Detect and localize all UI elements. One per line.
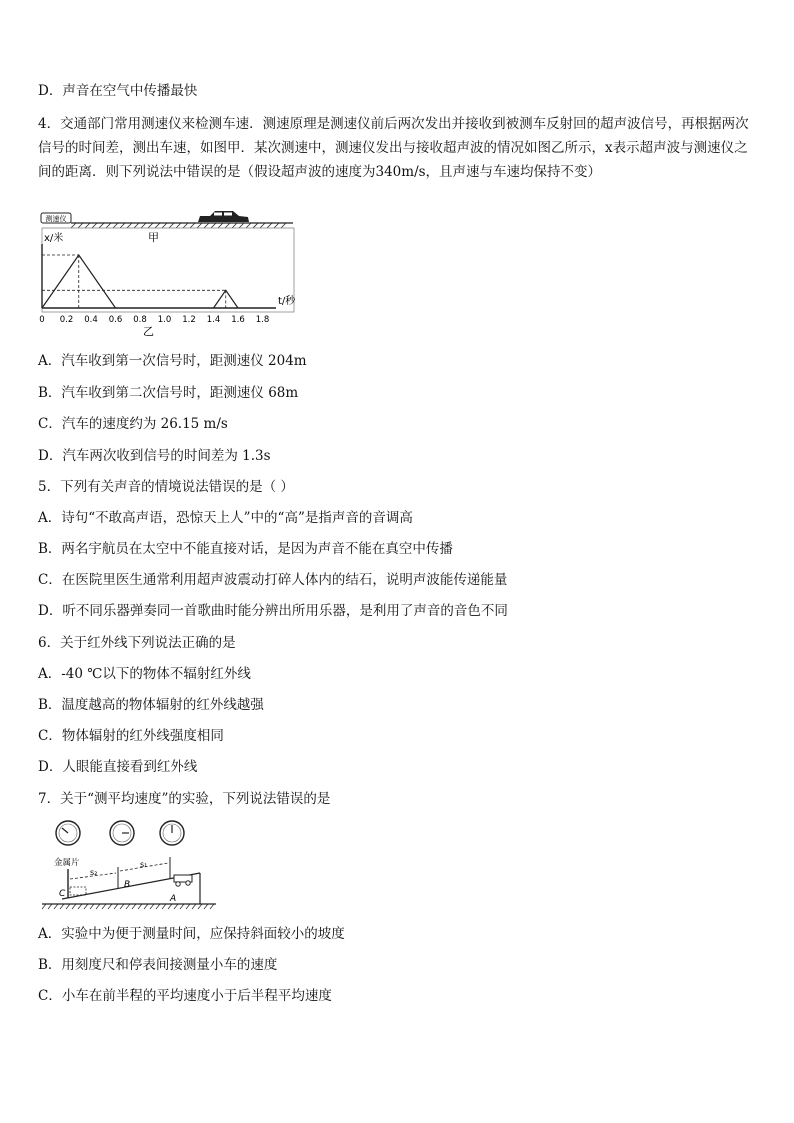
metal-plate-label: 金属片 bbox=[54, 858, 80, 868]
x-tick-label: 1.4 bbox=[206, 315, 221, 325]
q5-option-d: D．听不同乐器弹奏同一首歌曲时能分辨出所用乐器，是利用了声音的音色不同 bbox=[38, 603, 508, 619]
q6-option-b: B．温度越高的物体辐射的红外线越强 bbox=[38, 697, 264, 713]
stopwatch-icon bbox=[160, 821, 184, 845]
x-tick-label: 0 bbox=[39, 315, 45, 325]
q5-option-a: A．诗句“不敢高声语，恐惊天上人”中的“高”是指声音的音调高 bbox=[38, 510, 413, 526]
q5-option-b: B．两名宇航员在太空中不能直接对话，是因为声音不能在真空中传播 bbox=[38, 541, 453, 557]
q7-option-b: B．用刻度尺和停表间接测量小车的速度 bbox=[38, 957, 278, 973]
q6-option-c: C．物体辐射的红外线强度相同 bbox=[38, 728, 224, 744]
q5-stem: 5．下列有关声音的情境说法错误的是（ ） bbox=[38, 479, 294, 495]
x-tick-label: 1.2 bbox=[182, 315, 196, 325]
stopwatch-icon bbox=[56, 821, 80, 845]
q4-option-c: C．汽车的速度约为 26.15 m/s bbox=[38, 416, 228, 432]
y-axis-label: x/米 bbox=[44, 233, 64, 244]
q6-option-a: A．-40 ℃以下的物体不辐射红外线 bbox=[38, 666, 251, 682]
q6-option-d: D．人眼能直接看到红外线 bbox=[38, 759, 198, 775]
q5-option-c: C．在医院里医生通常利用超声波震动打碎人体内的结石，说明声波能传递能量 bbox=[38, 572, 508, 588]
figure-label-jia: 甲 bbox=[148, 231, 159, 244]
x-tick-label: 1.0 bbox=[157, 315, 172, 325]
s2-label: s₂ bbox=[90, 868, 98, 877]
stopwatch-icon bbox=[110, 821, 134, 845]
x-tick-label: 0.2 bbox=[59, 315, 74, 325]
q4-option-a: A．汽车收到第一次信号时，距测速仪 204m bbox=[38, 353, 307, 369]
q4-option-d: D．汽车两次收到信号的时间差为 1.3s bbox=[38, 448, 271, 464]
q6-stem: 6．关于红外线下列说法正确的是 bbox=[38, 635, 236, 651]
speed-gun-label: 测速仪 bbox=[45, 215, 67, 223]
q4-option-b: B．汽车收到第二次信号时，距测速仪 68m bbox=[38, 385, 299, 401]
graph-frame bbox=[42, 228, 294, 312]
s1-label: s₁ bbox=[140, 860, 148, 869]
x-tick-label: 0.6 bbox=[108, 315, 123, 325]
road-hatching bbox=[71, 223, 286, 228]
cart-icon bbox=[174, 875, 192, 886]
x-tick-label: 0.4 bbox=[84, 315, 98, 325]
q4-figure bbox=[38, 208, 300, 340]
q7-figure bbox=[40, 817, 220, 913]
x-tick-label: 1.6 bbox=[231, 315, 245, 325]
x-tick-label: 1.8 bbox=[255, 315, 270, 325]
x-axis-label: t/秒 bbox=[278, 296, 296, 307]
q3-option-d: D．声音在空气中传播最快 bbox=[38, 83, 198, 99]
q7-option-c: C．小车在前半程的平均速度小于后半程平均速度 bbox=[38, 988, 332, 1004]
point-b-label: B bbox=[124, 880, 131, 890]
figure-label-yi: 乙 bbox=[143, 325, 154, 338]
point-a-label: A bbox=[170, 894, 177, 904]
point-c-label: C bbox=[59, 889, 66, 899]
q7-stem: 7．关于“测平均速度”的实验，下列说法错误的是 bbox=[38, 791, 331, 807]
car-icon bbox=[198, 211, 249, 222]
q7-option-a: A．实验中为便于测量时间，应保持斜面较小的坡度 bbox=[38, 926, 345, 942]
cart-dashed-icon bbox=[70, 887, 86, 895]
q4-stem: 4．交通部门常用测速仪来检测车速．测速原理是测速仪前后两次发出并接收到被测车反射回的超声波信号，再根据两次信号的时间差，测出车速，如图甲．某次测速中，测速仪发出与接收超声波的情况如图乙所示，x表示超声波与测速仪之间的距离．则下列说法中错误的是（假设超声波的速度为340m/s，且声速与车速均保持不变） bbox=[38, 116, 749, 180]
x-tick-label: 0.8 bbox=[133, 315, 147, 325]
ground-hatching bbox=[42, 904, 214, 909]
